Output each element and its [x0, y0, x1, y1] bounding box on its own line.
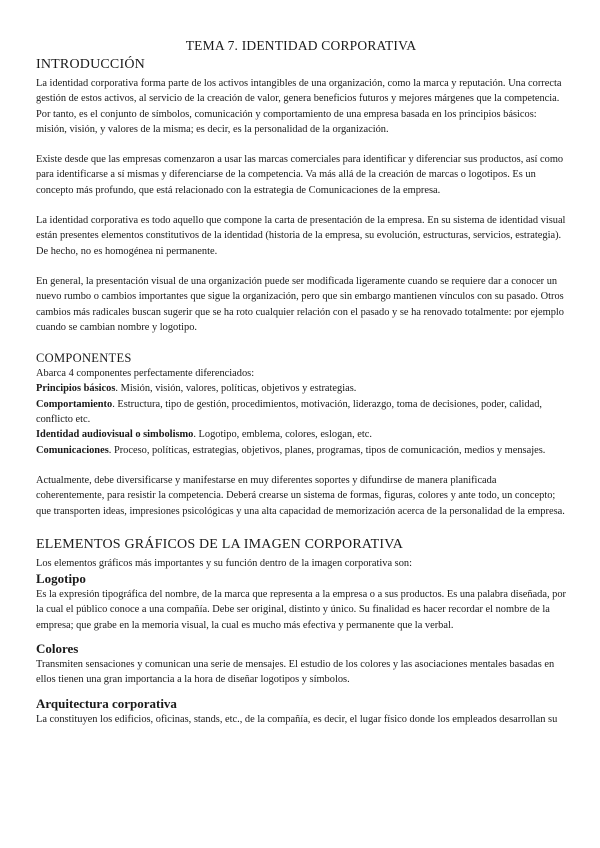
- componente-text: . Misión, visión, valores, políticas, objetivos y estrategias.: [115, 383, 357, 395]
- componentes-closing: Actualmente, debe diversificarse y manifestarse en muy diferentes soportes y difundirse de manera planificada coherentemente, para resistir la competencia. Deberá crearse un sistema de formas, figuras, colores y ante todo, un concepto; que transporten ideas, impresiones psicológicas y una alta capacidad de memorización acerca de la personalidad de la empresa.: [36, 474, 565, 517]
- logotipo-text: Es la expresión tipográfica del nombre, de la marca que representa a la empresa o a sus productos. Es una palabra diseñada, por la cual el público conoce a una compañía. Debe ser original, distinto y único. Su finalidad es hacer recordar el nombre de la empresa; que grabe en la memoria visual, la cual es mucho más efectiva y permanente que la verbal.: [36, 589, 567, 631]
- colores-heading: Colores: [36, 641, 79, 657]
- arquitectura-text: La constituyen los edificios, oficinas, stands, etc., de la compañía, es decir, el lugar físico donde los empleados desarrollan su: [36, 713, 558, 725]
- arquitectura-heading: Arquitectura corporativa: [36, 695, 177, 711]
- componente-item: [36, 427, 566, 442]
- componente-term: Comportamiento: [36, 398, 113, 410]
- colores-text: Transmiten sensaciones y comunican una serie de mensajes. El estudio de los colores y las asociaciones mentales basadas en ellos tienen una gran importancia a la hora de diseñar logotipos y símbolos.: [36, 659, 555, 686]
- componente-term: Comunicaciones: [36, 444, 109, 456]
- logotipo-heading: Logotipo: [36, 571, 86, 587]
- componente-item: [36, 443, 566, 458]
- componente-item: [36, 381, 566, 396]
- componentes-heading: COMPONENTES: [36, 351, 132, 366]
- document-page: [36, 38, 566, 727]
- componentes-intro: Abarca 4 componentes perfectamente diferenciados:: [36, 368, 255, 380]
- componente-term: Identidad audiovisual o simbolismo: [36, 429, 194, 441]
- componente-text: . Estructura, tipo de gestión, procedimientos, motivación, liderazgo, toma de decisiones, poder, calidad, conflicto etc.: [36, 398, 542, 426]
- componente-text: . Proceso, políticas, estrategias, objetivos, planes, programas, tipos de comunicación, medios y mensajes.: [108, 444, 546, 456]
- intro-paragraph-1: La identidad corporativa forma parte de los activos intangibles de una organización, como la marca y reputación. Una correcta gestión de estos activos, al servicio de la creación de valor, genera beneficios futuros y mejores márgenes que la competencia. Por tanto, es el conjunto de símbolos, comunicación y comportamiento de una empresa basada en los principios básicos: misión, visión, y valores de la misma; es decir, es la personalidad de la organización.: [36, 78, 562, 135]
- document-title: TEMA 7. IDENTIDAD CORPORATIVA: [185, 38, 417, 53]
- componente-item: [36, 397, 566, 428]
- elementos-intro: Los elementos gráficos más importantes y su función dentro de la imagen corporativa son:: [36, 557, 412, 569]
- intro-heading: INTRODUCCIÓN: [36, 57, 145, 72]
- componente-term: Principios básicos: [36, 383, 116, 395]
- intro-paragraph-4: En general, la presentación visual de una organización puede ser modificada ligeramente cuando se requiere dar a conocer un nuevo rumbo o cambios importantes que sigue la organización, pero que sin embargo mantienen vínculos con su pasado. Otros cambios más radicales buscan sugerir que se ha roto cualquier relación con el pasado y se ha renovado totalmente: por ejemplo cuando se cambian nombre y logotipo.: [36, 275, 564, 333]
- componente-text: . Logotipo, emblema, colores, eslogan, etc.: [193, 429, 372, 441]
- intro-paragraph-2: Existe desde que las empresas comenzaron a usar las marcas comerciales para identificar y diferenciar sus productos, así como para identificarse a sí mismas y diferenciarse de la competencia. Va más allá de la creación de marcas o logotipos. Es un concepto más profundo, que está relacionado con la estrategia de Comunicaciones de la empresa.: [36, 154, 564, 196]
- elementos-heading: ELEMENTOS GRÁFICOS DE LA IMAGEN CORPORATIVA: [36, 536, 404, 552]
- intro-paragraph-3: La identidad corporativa es todo aquello que compone la carta de presentación de la empresa. En su sistema de identidad visual están presentes elementos constitutivos de la identidad (historia de la empresa, su evolución, estructuras, servicios, estrategia). De hecho, no es homogénea ni permanente.: [36, 215, 566, 257]
